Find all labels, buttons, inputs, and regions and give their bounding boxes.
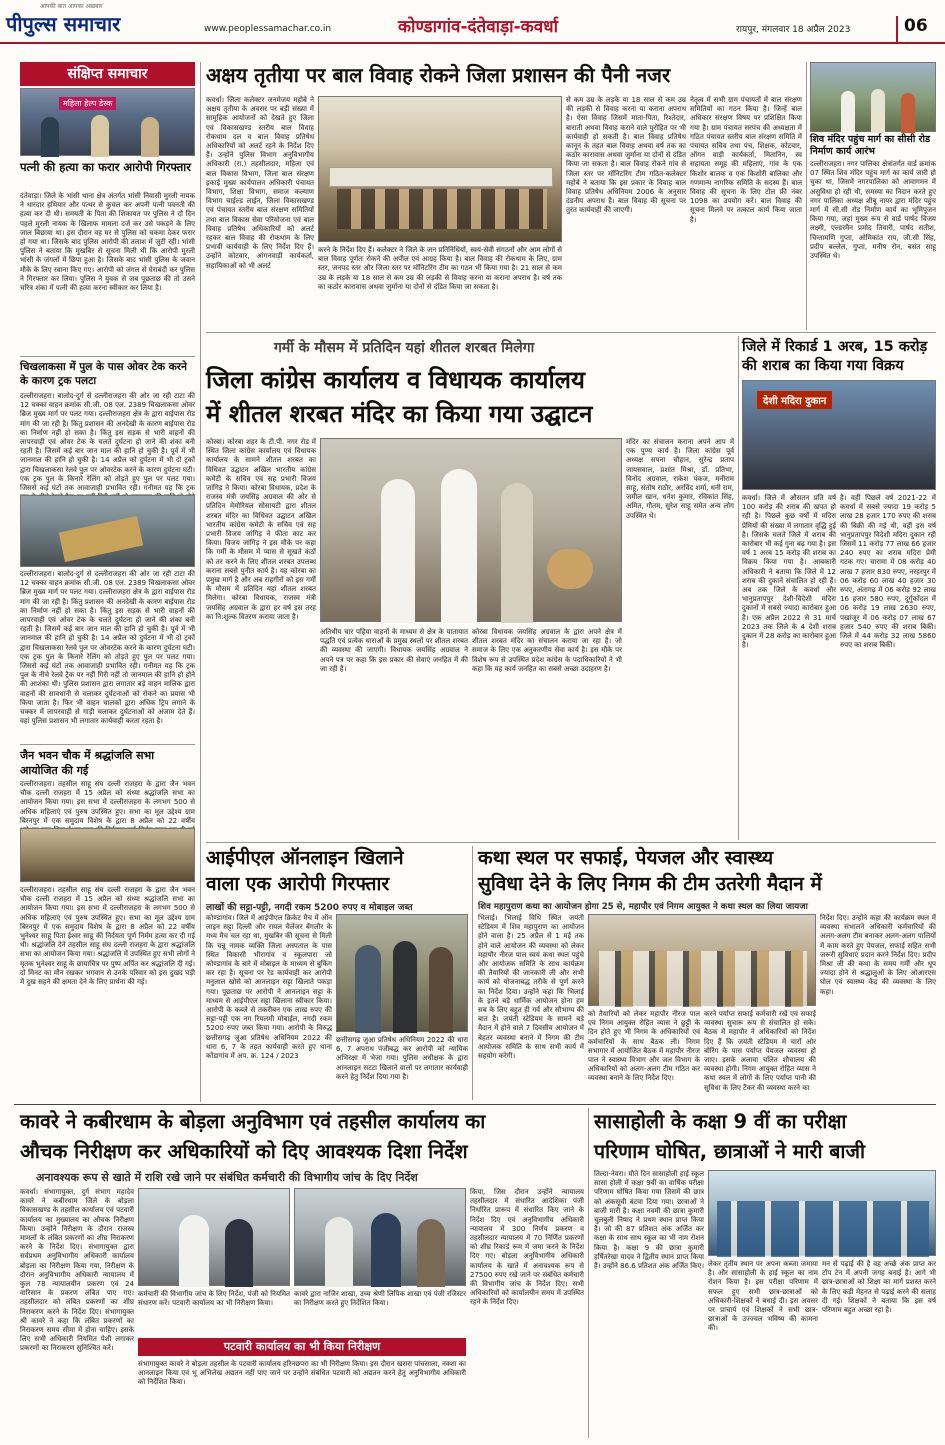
liquor-shop-sign: देशी मदिरा दुकान: [757, 391, 832, 409]
brief-s1-title: पत्नी की हत्या का फरार आरोपी गिरफ्तार: [20, 160, 191, 174]
kawre-col1: कवर्धा। संभागायुक्त, दुर्ग संभाग महादेव कावरे ने कबीरधाम जिले के बोड़ला विकासखण्ड के तहसील कार्यालय एवं पटवारी कार्यालय का मुख्यालय का औचक निरीक्षण किया। उन्होंने निरीक्षण के दौरान राजस्व मामलों के लंबित प्रकरणों का शीघ्र निराकरण करने के निर्देश दिए। संभागायुक्त द्वारा सर्वप्रथम अनुविभागीय अधिकारी कार्यालय बोड़ला का निरीक्षण किया गया, निरीक्षण के दौरान अनुविभागीय अधिकारी न्यायालय में कुल 78 न्यायालयीन प्रकरण एवं 24 वारिसान के प्रकरण लंबित पाए गए। तहसीलदार को लंबित प्रकरणों का शीघ्र निराकरण करने के निर्देश दिए। संभागायुक्त श्री कावरे ने कहा कि लंबित प्रकरणों का निराकरण समय सीमा में होना चाहिए। इसके लिए सभी अधिकारी नियमित पेशी लगाकर प्रकरणों का निराकरण सुनिश्चित करें।: [20, 1188, 134, 1353]
brief-s3-body-b: [20, 886, 195, 1096]
sharbat-col4: मंदिर का संचालन कराना अपने आप में एक पुण्य कार्य है। जिला कांग्रेस पूर्व अध्यक्ष सपना चौहान, सुरेन्द्र प्रताप जायसवाल, प्रशांत मिश्रा, डॉ. प्रतिभा, विनोद अग्रवाल, राकेश पंकज, मनीराम साहू, संतोष राठौर, अरविंद शर्मा, धनी राम, जमील खान, धनेश कुमार, रविकांत सिंह, अमित, गौतम, सुरेश साहू समेत अन्य लोग उपस्थित थे।: [626, 438, 734, 520]
brief-label-text: संक्षिप्त समाचार: [67, 66, 148, 82]
child-marriage-col3: से कम उम्र के लड़के या 18 साल से कम उम्र की लड़की से विवाह करना या कराना अपराध है। ऐसा विवाह जिसमें माता-पिता, रिश्तेदार, बाराती अथवा विवाह कराने वाले पुरोहित पर भी कार्यवाही हो सकती है। बाल विवाह प्रतिषेध कानून के तहत बाल विवाह अथवा वर्ष तक का कठोर कारावास अथवा जुर्माना या दोनों से दंडित किया जा सकता है। बाल विवाह रोकने गांव से जिला स्तर पर मॉनिटरिंग टीम गठित-कलेक्टर महोबे ने बताया कि इस प्रकार के विवाह बाल विवाह प्रतिषेध अधिनियम 2006 के अनुसार दंडनीय अपराध है। बाल विवाह की सूचना पर तुरंत कार्यवाही की जाएगी।: [566, 96, 686, 215]
person-figure: [179, 1215, 209, 1287]
child-marriage-photo-caption: करने के निर्देश दिए हैं। कलेक्टर ने जिले के जन प्रतिनिधियों, स्वयं-सेवी संगठनों और आम लोगों से बाल विवाह पूर्णतः रोकने की अपील एवं आग्रह किया है। बाल विवाह की रोकथाम के लिए, ग्राम स्तर, जनपद स्तर और जिला स्तर पर मॉनिटरिंग टीम का गठन भी किया गया है। 21 साल से कम उम्र के लड़के या 18 साल से कम उम्र की लड़की से विवाह करना या कराना अपराध है। वर्ष तक का कठोर कारावास अथवा जुर्माना या दोनों से दंडित किया जा सकता है।: [318, 246, 562, 291]
ipl-subhead: लाखों की सट्टा-पट्टी, नगदी रकम 5200 रुपए व मोबाइल जब्त: [206, 903, 413, 913]
person-figure: [841, 91, 855, 133]
column-rule: [588, 1108, 589, 1438]
column-rule: [472, 846, 473, 1100]
sharbat-col3: कोरबा विधायक जयसिंह अग्रवाल के द्वारा अपने क्षेत्र में शीतल शरबत मंदिर का संचालन कराया जा रहा है। जो समाज के लिए एक अनुकरणीय सेवा कार्य है। इस मौके पर विशेष रूप से उपस्थित प्रदेश कांग्रेस के पदाधिकारियों ने भी कहा कि यह कार्य जनहित का सबसे अच्छा उदाहरण है।: [472, 628, 622, 673]
kawre-headline-line1: कावरे ने कबीरधाम के बोड़ला अनुविभाग एवं तहसील कार्यालय का: [20, 1110, 486, 1133]
person-figure: [91, 115, 109, 157]
kawre-photo2-caption: कावरे द्वारा नाजिर शाखा, उच्च श्रेणी लिपिक शाखा एवं पंजी रजिस्टर का निरीक्षण करते हुए निर्देशित किया।: [294, 1290, 466, 1308]
result-col2: लेकर तृतीय स्थान पर अपना कब्जा जमाया है। और सासाहोली के हाई स्कूल का नाम रोशन किया है। इस परीक्षा परिणाम में सफल हुए सभी छात्र-छात्राओं को अधिकारी-शिक्षकों ने बधाई दी। इस अवसर पर प्राचार्य एवं शिक्षकों ने सभी छात्र-छात्राओं के उज्ज्वल भविष्य की कामना की।: [708, 1260, 818, 1333]
temple-body: दल्लीराजहरा। नगर पालिका क्षेत्रांतर्गत वार्ड क्रमांक 07 स्थित शिव मंदिर पहुंच मार्ग का कार्य जारी हो चुका था, जिसमें नगरपालिका को आवागमन में असुविधा हो रही थी, समस्या का निदान करते हुए नगर पालिका अध्यक्ष शीबू नायर द्वारा मंदिर पहुंच मार्ग में सी.सी रोड निर्माण कार्य का भूमिपूजन किया गया, जहां मुख्य रूप से वार्ड पार्षद विजय लक्ष्मी, एल्डरमैन प्रमोद तिवारी, पार्षद सतीश, चिन्तामणि गुप्ता, ओमिकांत राय, जी.सी सिंह, प्रदीप बल्लेल, गुप्ता, मनीष रोन, बसंत साहू उपस्थित थे।: [810, 160, 936, 261]
brief-s2-title: चिखलाकसा में पुल के पास ओवर टेक करने के कारण ट्रक पलटा: [20, 361, 187, 387]
divider: [206, 332, 936, 333]
sharbat-kicker: गर्मी के मौसम में प्रतिदिन यहां शीतल शरबत मिलेगा: [274, 340, 535, 356]
katha-subhead: शिव महापुराण कथा का आयोजन होगा 25 से, महापौर एवं निगम आयुक्त ने कथा स्थल का लिया जायजा: [478, 902, 808, 912]
divider: [206, 842, 936, 843]
person-figure: [871, 89, 885, 133]
kawre-col3: किया, जिस दौरान उन्होंने न्यायालय तहसीलदार में संधारित आदेशिका पंजी निर्धारित प्रारूप में संधारित किए जाने के निर्देश दिए एवं अनुविभागीय अधिकारी न्यायालय में 300 निर्णय प्रकरण व तहसीलदार न्यायालय में 70 निर्णित प्रकरणों को शीघ्र रिकार्ड रूम में जमा करने के निर्देश दिए गए। बोड़ला अनुविभागीय अधिकारी कार्यालय के खाते में अनावश्यक रूप से 27500 रुपए रखे जाने पर संबंधित कर्मचारी की विभागीय जांच के निर्देश दिए। सभी अधिकारियों को कार्यालयीन समय में उपस्थित रहने के निर्देश दिए।: [470, 1188, 584, 1307]
person-figure: [901, 93, 915, 133]
kawre-headline-line2: औचक निरीक्षण कर अधिकारियों को दिए आवश्यक दिशा निर्देश: [20, 1140, 468, 1163]
divider: [20, 356, 195, 357]
person-figure: [501, 483, 533, 623]
katha-headline-line1: कथा स्थल पर सफाई, पेयजल और स्वास्थ्य: [478, 847, 774, 869]
page-number: 06: [896, 16, 940, 42]
helpdesk-sign: महिला हेल्प डेस्क: [59, 97, 116, 110]
person-figure: [429, 947, 453, 1033]
attendee-row: [599, 951, 807, 1007]
kawre-photo-caption: कर्मचारी की विभागीय जांच के लिए निर्देश, पंजी को नियमित संधारण करें। पटवारी कार्यालय का भी निरीक्षण किया।: [138, 1290, 290, 1308]
katha-col4: निर्देश दिए। उन्होंने कहा की कार्यक्रम स्थल में व्यवस्था संभालने अधिकारी कर्मचारियों की अलग-अलग टीम बनाकर अलग-अलग पालियों में काम करते हुए पेयजल, सफाई सहित सभी जरूरी सुविधाएं प्रदान करने निर्देश दिए। प्रदीप मिश्रा जी की कथा के समय गर्मी और धूप ज्यादा होने से श्रद्धालुओं के लिए ओआरएस घोल एवं स्वास्थ्य केंद्र की व्यवस्था के लिए कहा।: [820, 914, 936, 996]
kawre-subhead: अनावश्यक रूप से खाते में राशि रखे जाने पर संबंधित कर्मचारी की विभागीय जांच के दिए निर्देश: [36, 1171, 418, 1184]
brief-s2-body-cont: दल्लीराजहरा। बालोद-दुर्ग से दल्लीराजहरा की ओर जा रही टाटा की 12 चक्का वाहन क्रमांक सी.जी. 08 एल. 2389 चिखलाकसा ओवर ब्रिज मुख्य मार्ग पर पलट गया। दल्लीराजहरा क्षेत्र के द्वारा वाईपास रोड मांग की जा रही है। किंतु प्रशासन की अनदेखी के कारण बाईपास रोड का निर्माण नहीं हो सका है। किंतु इस सड़क से भारी वाहनों की लापरवाही एवं ओवर टेक के चलते दुर्घटना हो जाने की शंका बनी रहती है। जिसमें कई बार जान माल की हानि हो चुकी है। पूर्व में भी जानमाल की हानि हो चुकी है। 14 अप्रैल को दुर्घटना में भी दो ट्रकों द्वारा चिखलाकसा रेलवे पुल पर ओवरटेक करने के कारण दुर्घटना घटी। एक ट्रक पुल के किनारे रेलिंग को तोड़ते हुए पुल पर पलट गया। जिससे कई घंटों तक आवाजाही प्रभावित रही। गनीमत यह कि ट्रक पुल के नीचे रेलवे ट्रैक पर नहीं गिरी नहीं तो जानमाल की हानि हो होने की आशंका थी। पुलिस प्रशासन द्वारा लगातार बड़े वाहन मालिक द्वारा वाहनों की सावधानी से चलाकर दुर्घटनाओं को रोकने का प्रयास भी किया जाता है। फिर भी वाहन चालकों द्वारा अधिक ट्रिप लगाने के चक्कर में लापरवाही से गाड़ी चलाकर दुर्घटनाओं को अंजाम देते हैं। वहां पुलिस प्रशासन भी लगातार कार्यवाही करता रहता है।: [20, 570, 195, 726]
person-figure: [325, 1217, 353, 1287]
person-figure: [417, 1219, 445, 1287]
story-child-marriage-headline: अक्षय तृतीया पर बाल विवाह रोकने जिला प्रशासन की पैनी नजर: [206, 63, 671, 87]
brief-s3-title: जैन भवन चौक में श्रद्धांजलि सभा आयोजित की गई: [20, 749, 155, 777]
masthead-url[interactable]: www.peoplessamachar.co.in: [204, 24, 332, 34]
masthead: [0, 0, 945, 44]
kawre-photo-1: [138, 1188, 290, 1286]
ipl-photo: [336, 914, 468, 1032]
kawre-subbox-body: संभागायुक्त कावरे ने बोड़ला तहसील के पटवारी कार्यालय हरिनछपरा का भी निरीक्षण किया। इस दौरान खसरा पांचसाला, नक्शा का आनलाइन किया एवं भू अभिलेख अद्यतन नहीं पाए जाने पर उन्होंने संबंधित पटवारी को अद्यतन करने हेतु अनुविभागीय अधिकारी को निर्देशित किया।: [138, 1360, 466, 1387]
ipl-headline-line1: आईपीएल ऑनलाइन खिलाने: [206, 847, 404, 869]
person-figure: [41, 117, 59, 157]
ipl-headline-line2: वाला एक आरोपी गिरफ्तार: [206, 873, 390, 895]
result-col3: मन से पढ़ाई की है वह अच्छे अंक प्राप्त कर टॉप टेन में अपनी जगह बनाई है। आगे भी छात्र-छात्राओं को शिक्षा का मार्ग प्रशस्त करने के लिए कड़ी मेहनत से पढ़ाई करने की सलाह दी गई। शिक्षकों ने बताया कि इस वर्ष परिणाम बहुत अच्छा रहा है।: [822, 1260, 936, 1315]
brief-s3-body-a: दल्लीराजहरा। तहसील साहू संघ दल्ली राजहरा के द्वारा जैन भवन चौक दल्ली राजहरा में 15 अप्रैल को संध्या श्रद्धांजलि सभा का आयोजन किया गया। इस सभा में दल्लीराजहरा के लगभग 500 से अधिक महिलाएं एवं पुरुष उपस्थित हुए। सभा का मूल उद्देश्य ग्राम बिरनपुर में एक समुदाय विशेष के द्वारा 8 अप्रैल को 22 वर्षीय: [20, 780, 195, 825]
result-headline-line1: सासाहोली के कक्षा 9 वीं का परीक्षा: [594, 1110, 847, 1133]
truck-shape: [59, 516, 143, 562]
person-figure: [225, 1219, 253, 1287]
liquor-photo: [742, 380, 936, 490]
brief-label: [20, 62, 195, 86]
masthead-tagline: आपकी बात आपका अख़बार: [40, 3, 103, 10]
masthead-logo[interactable]: पीपुल्स समाचार: [6, 12, 121, 36]
brief-photo-truck: [20, 495, 195, 567]
brief-s1-body: दंतेवाड़ा। जिले के भांसी थाना क्षेत्र अंतर्गत भांसी निवासी मुरली नायक ने धारदार हथियार और पत्थर से कुचल कर अपनी पत्नी पवनती की हत्या कर दी थी। समयती के पिता की शिकायत पर पुलिस ने दो दिन पहले मुरली नायक के खिलाफ मामला दर्ज कर उसे पकड़ने के लिए जाल बिछाया था। इस दौरान वह घर से पुलिस को चकमा देकर फरार हो गया था। जिसके बाद पुलिस आरोपी की तलाश में जुटी रही। भांसी पुलिस ने बताया कि मुखबिर से सूचना मिली थी कि आरोपी मुरली भांसी के जंगलों में छिपा हुआ है। जिसके बाद भांसी पुलिस के जवान मौके के लिए रवाना किए गए। आरोपी को जंगल से घेराबंदी कर पुलिस ने गिरफ्तार कर लिया। पुलिस ने युवक से जब पूछताछ की तो उसने चरित्र शंका में पत्नी की हत्या करना स्वीकार कर लिया है।: [20, 192, 195, 293]
student-row: [717, 1201, 929, 1257]
person-figure: [381, 479, 415, 623]
person-figure: [141, 117, 159, 157]
ipl-col1: कोण्डागांव। जिले में आईपीएल क्रिकेट मैच में ऑन लाइन सट्टा दिल्ली और रायल चैलेंजर बेंगलौर के मध्य मैच चल रहा था, मुखबिर की सूचना से मिली कि चन्नू नामक व्यक्ति जिला अस्पताल के पास स्थित विकासी भीरागांव व स्कूलपारा जो कोण्डागांव के बारे में मोबाइल के माध्यम से बुकिंग कर रहा है। सूचना पर रेड कार्यवाही कर आरोपी मनुलाल खोसे को आनलाइन सट्टा खिलाते पकड़ा गया। पूछताछ पर आरोपी ने आनलाइन सट्टा के माध्यम से आईपीएल सट्टा खिलाना स्वीकार किया। आरोपी के कब्जे से तकरीबन एक लाख रुपए की सट्टा-पट्टी एक नग रियलमी मोबाईल, नगदी रकम 5200 रुपए जब्त किया गया। आरोपी के विरुद्ध छत्तीसगढ़ जुआ प्रतिषेध अधिनियम 2022 की धारा 6, 7 के तहत कार्यवाही करते हुए थाना कोंडागांव में अप. क्र. 124 / 2023: [206, 914, 332, 1061]
person-figure: [393, 941, 417, 1033]
sharbat-photo: [320, 438, 622, 622]
child-marriage-photo-meeting: [318, 96, 562, 242]
sharbat-col1: कोरबा। कोरबा शहर के टी.पी. नगर रोड में स्थित जिला कांग्रेस कार्यालय एवं विधायक कार्यालय के सामने शीतल शरबत का विधिवत उद्घाटन अखिल भारतीय कांग्रेस कमेटी के सचिव एवं सह प्रभारी विजय जांगिड़ ने किया। कोरबा विधायक, प्रदेश के राजस्व मंत्री जयसिंह अग्रवाल की ओर से प्रतिदिन मेमोरियल सोसायटी द्वारा शीतल शरबत मंदिर का विधिवत उद्घाटन अखिल भारतीय कांग्रेस कमेटी के सचिव एवं सह प्रभारी विजय जांगिड़ ने फीता काट कर किया। विजय जांगिड़ ने इस मौके पर कहा कि गर्मी के मौसम में प्यास से सूखते कंठों को तर करने के लिए शीतल शरबत उपलब्ध कराना सबसे पुनीत कार्य है। यह कोरबा का प्रमुख मार्ग है और अब राहगीरों को इस गर्मी के मौसम में प्रतिदिन यहां शीतल शरबत मिलेगा। कोरबा विधायक, राजस्व मंत्री जयसिंह अग्रवाल के द्वारा हर वर्ष इस तरह का नि:शुल्क वितरण कराया जाता है।: [206, 438, 316, 621]
column-rule: [200, 62, 201, 1102]
katha-col3: करने पर्याप्त सफाई कर्मचारी रखें एवं सफाई व्यवस्था सुचारू रूप से संचालित हो सके। बैठक में महापौर ने अधिकारियों को निर्देश दिए हैं कि जयंती स्टेडियम में चारों ओर बोरिंग के पास पर्याप्त पेयजल व्यवस्था हो जाए। इसके अलावा चलित शौचालय की व्यवस्था होगी। निगम आयुक्त रोहित व्यास ने कथा स्थल में लोगों के लिए पर्याप्त पानी की सुविधा के लिए टैंकर की व्यवस्था करने का: [704, 1010, 816, 1092]
column-rule: [806, 62, 807, 330]
result-headline-line2: परिणाम घोषित, छात्राओं ने मारी बाजी: [594, 1140, 866, 1163]
ipl-col2: छत्तीसगढ़ जुआ प्रतिषेध अधिनियम 2022 की धारा 6, 7 अपराध पंजीबद्ध कर आरोपी को न्यायिक अभिरक्षा में भेजा गया। पुलिस अधीक्षक के द्वारा आनलाइन सटटा खिलाने वालों पर लगातार कार्यवाही करने हेतु निर्देश दिया गया है।: [336, 1036, 468, 1081]
masthead-edition: कोण्डागांव-दंतेवाड़ा-कवर्धा: [398, 17, 559, 37]
katha-headline-line2: सुविधा देने के लिए निगम की टीम उतरेगी मैदान में: [478, 873, 822, 895]
brief-photo-helpdesk: [20, 88, 195, 156]
katha-photo-caption: को तैयारियों को लेकर महापौर नीरज पाल एवं निगम आयुक्त रोहित व्यास ने छुट्टी के दिन होते हुए भी निगम के अधिकारियों एवं कर्मचारियों के साथ बैठक ली। निगम सभागार में आयोजित बैठक में महापौर नीरज पाल ने स्वास्थ्य विभाग और जल विभाग के अधिकारियों को अलग-अलग टीम गठित कर व्यवस्था बनाने के लिए निर्देश दिए।: [588, 1010, 700, 1083]
brief-s2-body-a: दल्लीराजहरा। बालोद-दुर्ग से दल्लीराजहरा की ओर जा रही टाटा की 12 चक्का वाहन क्रमांक सी.जी. 08 एल. 2389 चिखलाकसा ओवर ब्रिज मुख्य मार्ग पर पलट गया। दल्लीराजहरा क्षेत्र के द्वारा वाईपास रोड मांग की जा रही है। किंतु प्रशासन की अनदेखी के कारण बाईपास रोड का निर्माण नहीं हो सका है। किंतु इस सड़क से भारी वाहनों की लापरवाही एवं ओवर टेक के चलते दुर्घटना हो जाने की शंका बनी रहती है। जिसमें कई बार जान माल की हानि हो चुकी है। पूर्व में भी जानमाल की हानि हो चुकी है। 14 अप्रैल को दुर्घटना में भी दो ट्रकों द्वारा चिखलाकसा रेलवे पुल पर ओवरटेक करने के कारण दुर्घटना घटी। एक ट्रक पुल के किनारे रेलिंग को तोड़ते हुए पुल पर पलट गया। जिससे कई घंटों तक आवाजाही प्रभावित रही। गनीमत यह कि ट्रक: [20, 392, 195, 493]
masthead-dateline: रायपुर, मंगलवार 18 अप्रैल 2023: [736, 25, 851, 35]
sharbat-pot: [547, 549, 593, 589]
liquor-headline: जिले में रिकार्ड 1 अरब, 15 करोड़ की शराब का किया गया विक्रय: [742, 339, 928, 374]
liquor-col2: है। वहीं पिछले वर्ष 2021-22 में कवर्धा में सबसे ज्यादा 19 करोड़ 5 लाख 28 हजार 170 रुपए की शराब की बिक्री की गई थी, वहीं इस वर्ष भानुप्रतापपुर विदेशी मदिरा दुकान रही जिसमें 11 करोड़ 77 लाख 66 हजार 240 रुपए का शराब मदिरा प्रेमी गटक गए। चारामा में 08 करोड़ 40 लाख 7 हजार 830 रुपए, नरहरपुर में 06 करोड़ 60 लाख 40 हजार 30 रुपए, अंतागढ़ में 06 करोड़ 92 लाख 16 हजार 580 रुपए, दुर्गुकोंदल में 06 करोड़ 19 लाख 2630 रुपए, पखांजूर में 06 करोड़ 07 लाख 67 हजार 540 रुपए की शराब बिकी। जिले में 44 करोड़ 32 लाख 5860 रुपए का शराब बिकी।: [840, 494, 936, 650]
kawre-subbox-title-text: पटवारी कार्यालय का भी किया निरीक्षण: [223, 1340, 381, 1353]
divider: [14, 1104, 936, 1105]
sharbat-photo-caption: अतिथीय चार पहिया वाहनों के माध्यम से क्षेत्र के यातायात पद्धति एवं प्रत्येक धाराओं के प्रमुख स्थलों पर शीतल शरबत की व्यवस्था की जाएगी। विधायक जयसिंह अग्रवाल ने अपने पत्र पर कहा कि इस प्रकार की सेवाएं जनहित में की जा रही है।: [320, 628, 468, 673]
katha-col1: भिलाई। भिलाई विधि स्थित जयंती स्टेडियम में शिव महापुराण का आयोजन होने वाला है। 25 अप्रैल से 1 मई तक होने वाले आयोजन की व्यवस्था को लेकर महापौर नीरज पाल स्वयं कथा स्थल पहुंचे और आयोजक समिति के साथ कार्यक्रम की तैयारियों की जानकारी ली और सभी कार्य को योजनाबद्ध तरीके से पूर्ण करने का निर्देश दिया। उन्होंने कहा कि भिलाई के इतने बड़े धार्मिक आयोजन होना हम सब के लिए बहुत ही गर्व और सौभाग्य की बात है। जयंती स्टेडियम के सामने बड़े मैदान में होने वाले 7 दिवसीय आयोजन में बेहतर व्यवस्था बनाने में निगम की टीम आयोजक समिति के साथ सभी कार्य में सहयोग करेगी।: [478, 914, 584, 1061]
result-photo: [708, 1170, 936, 1256]
kawre-photo-2: [294, 1188, 466, 1286]
column-rule: [738, 336, 739, 840]
table-shape: [329, 167, 553, 187]
katha-photo: [588, 914, 816, 1006]
brief-photo-meeting: [20, 828, 195, 882]
kawre-subbox-title: [138, 1338, 466, 1356]
sharbat-headline-line1: जिला कांग्रेस कार्यालय व विधायक कार्यालय: [206, 366, 585, 394]
divider: [20, 744, 195, 745]
person-figure: [371, 1213, 401, 1287]
attendee-row: [337, 189, 547, 229]
person-figure: [355, 945, 381, 1033]
temple-photo: [810, 62, 936, 132]
liquor-col1: कवर्धा। जिले में औसतन प्रति वर्ष 100 करोड़ की शराब की खपत हो रही है। पिछले कुछ वर्षों में मदिरा प्रेमियों की संख्या में लगातार वृद्धि हुई है। जिसके चलते जिले में शराब की कारोबार भी कई गुना बढ़ गया है। इस वर्ष 1 अरब 15 करोड़ की शराब का विक्रय किया गया है। आबकारी अधिकारी ने बताया कि जिले में 12 शराब की दुकानें संचालित हो रही हैं। अब तक जिले के कवर्धा और भानुप्रतापपुर देशी-विदेशी मदिरा दुकानों में सबसे ज्यादा कारोबार हुआ है। एक अप्रैल 2022 से 31 मार्च 2023 तक जिले के 4 देशी शराब दुकान में 28 करोड़ का कारोबार हुआ है।: [742, 494, 836, 650]
sharbat-headline-line2: में शीतल शरबत मंदिर का किया गया उद्घाटन: [206, 400, 593, 428]
child-marriage-col1: कवर्धा। जिला कलेक्टर जनमेजय महोबे ने अक्षय तृतीया के अवसर पर बड़ी संख्या में सामूहिक आयोजनों को देखते हुए जिला एवं विकासखण्ड स्तरीय बाल विवाह रोकथाम दल व बाल विवाह प्रतिषेध अधिकारियों को अलर्ट रहने के निर्देश दिए हैं। उन्होंने पुलिस विभाग अनुविभागीय अधिकारी (रा.) तहसीलदार, महिला एवं बाल विकास विभाग, जिला बाल संरक्षण इकाई मुख्य कार्यपालन अधिकारी पंचायत विभाग, शिक्षा विभाग, समाज कल्याण विभाग चाईल्ड लाईन, जिला विकासखण्ड एवं पंचायत स्तरीय बाल संरक्षण समितियों तथा बाल विकास सेवा परियोजना एवं बाल विवाह प्रतिषेध अधिकारियों को अलर्ट रहकर बाल विवाह की रोकथाम के लिए प्रभावी कार्यवाही के लिए निर्देश दिए हैं। उन्होंने कोटवार, आंगनवाड़ी कार्यकर्ता, सहायिकाओं को भी अलर्ट: [206, 96, 314, 270]
brief-s3-body-cont: दल्लीराजहरा। तहसील साहू संघ दल्ली राजहरा के द्वारा जैन भवन चौक दल्ली राजहरा में 15 अप्रैल को संध्या श्रद्धांजलि सभा का आयोजन किया गया। इस सभा में दल्लीराजहरा के लगभग 500 से अधिक महिलाएं एवं पुरुष उपस्थित हुए। सभा का मूल उद्देश्य ग्राम बिरनपुर में एक समुदाय विशेष के द्वारा 8 अप्रैल को 22 वर्षीय भुनेश्वर साहू पिता ईश्वर साहू की निर्दयता पूर्ण निर्मम हत्या कर दी गई थी। श्रद्धांजलि देने तहसील साहू संघ दल्ली राजहरा के द्वारा श्रद्धांजलि सभा का आयोजन किया गया। श्रद्धांजलि में उपस्थित हुए सभी लोगों ने मृतक भुनेश्वर साहू के छायाचित्र पर पुष्प अर्पित कर श्रद्धांजलि दी गई। दो मिनट का मौन रखकर भगवान से उनके परिवार को इस दुखद घड़ी में दुख सहने की क्षमता देने के लिए प्रार्थना की गई।: [20, 886, 196, 987]
result-col1: तिल्दा-नेवरा। यौते दिन सासाहोली हाई स्कूल सासा होली में कक्षा 9वीं का वार्षिक परीक्षा परिणाम घोषित किया गया जिसमें की छात्र को अंकसूची बंटवा दिया गया। छात्राओं ने बाजी मारी है। कक्षा नवमी की छात्रा कुमारी चुलबुली निषाद ने प्रथम स्थान प्राप्त किया है। जो की 87 प्रतिशत अंक अर्जित कर कक्षा के साथ साथ स्कूल का भी नाम रोशन किया है। कक्षा 9 की छात्रा कुमारी हर्षितरेखा यादव ने द्वितीय स्थान प्राप्त किया है। उन्होंने 86.6 प्रतिशत अंक अर्जित किए।: [594, 1170, 704, 1271]
temple-caption: शिव मंदिर पहुंच मार्ग का सीसी रोड निर्माण कार्य आरंभ: [810, 134, 931, 157]
brief-s2-body-b: [20, 570, 195, 740]
person-figure: [441, 469, 477, 623]
child-marriage-col4: नेतृत्व में सभी ग्राम पंचायतों में बाल संरक्षण समितियों का गठन किया है। जिन्हें बाल अधिकार संरक्षण विषय पर प्रशिक्षित किया गया है। ग्राम पंचायत सरपंच की अध्यक्षता में गठित पंचायत स्तरीय बाल संरक्षण समिति में पंचायत सचिव तथा पंच, शिक्षक, कोटवार, ऑगन वाड़ी कार्यकर्ता, मितानिन, स्व सहायता समूह की महिलाएं, गांव के एक किशोर बालक व एक किशोरी बालिका और गणमान्य नागरिक समिति के सदस्य हैं। बाल विवाह की सूचना के लिए टोल फ्री नंबर 1098 का उपयोग करें। बाल विवाह की सूचना मिलने पर तत्काल कार्य किया जाता है।: [690, 96, 802, 224]
